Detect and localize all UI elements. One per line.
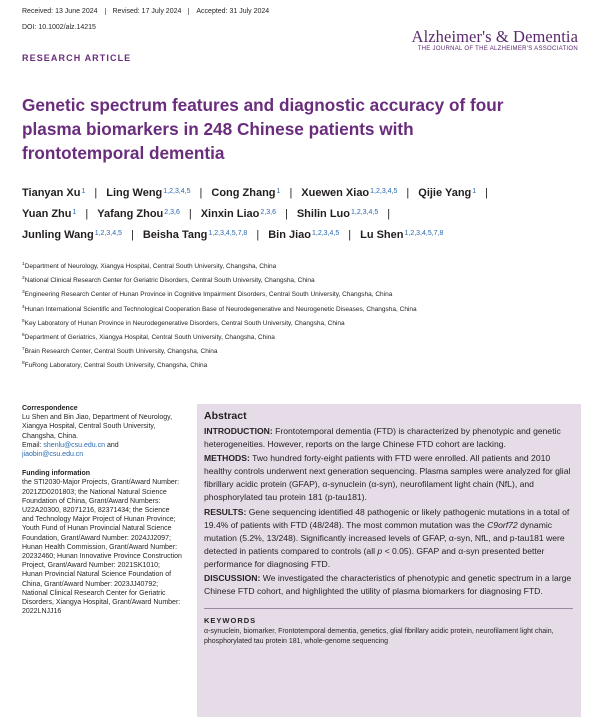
- author[interactable]: Qijie Yang 1: [418, 187, 477, 199]
- correspondence-heading: Correspondence: [22, 405, 78, 412]
- author-separator: |: [188, 208, 192, 220]
- author-affiliation: 1,2,3,4,5: [163, 188, 191, 195]
- author-list: [22, 187, 592, 250]
- abstract-results: RESULTS: Gene sequencing identified 48 pathogenic or likely pathogenic mutations in a total of 19.4% of patients with FTD (48/248). The most common mutation was the C9orf72 dynamic mutation (5.2%, 13/248). Significantly increased levels of GFAP, α-syn, NfL, and p-tau181 were detected in patients compared to controls (all p < 0.05). GFAP and α-syn presented better performance for diagnosing FTD.: [204, 506, 570, 569]
- correspondence-emails: [22, 441, 182, 459]
- keywords-heading: KEYWORDS: [204, 616, 257, 626]
- article-type: RESEARCH ARTICLE: [22, 53, 132, 63]
- keywords-text: α-synuclein, biomarker, Frontotemporal dementia, genetics, glial fibrillary acidic protein, neurofilament light chain, phosphorylated tau protein 181, whole-genome sequencing: [204, 628, 554, 645]
- author-affiliation: 1,2,3,4,5,7,8: [404, 230, 444, 237]
- journal-name: Alzheimer's & Dementia: [411, 27, 578, 46]
- author-affiliation: 1,2,3,4,5: [94, 230, 122, 237]
- affiliation-list: [22, 262, 582, 376]
- doi-link[interactable]: DOI: 10.1002/alz.14215: [22, 24, 96, 31]
- author-affiliation: 2,3,6: [164, 209, 180, 216]
- affiliation: $^1$Department of Neurology, Xiangya Hospital, Central South University, Changsha, China: [22, 262, 277, 271]
- journal-subtitle: THE JOURNAL OF THE ALZHEIMER'S ASSOCIATION: [417, 46, 578, 52]
- author[interactable]: Ling Weng 1,2,3,4,5: [106, 187, 191, 199]
- author[interactable]: Junling Wang 1,2,3,4,5: [22, 229, 122, 241]
- article-dates: [22, 8, 276, 15]
- author-line-1: [22, 187, 592, 208]
- email-link-jiao[interactable]: jiaobin@csu.edu.cn: [22, 451, 84, 459]
- article-title: Genetic spectrum features and diagnostic accuracy of four plasma biomarkers in 248 Chinese patients with frontotemporal dementia: [22, 95, 504, 163]
- received-date: Received: 13 June 2024: [22, 8, 98, 15]
- author-affiliation: 1,2,3,4,5: [311, 230, 340, 237]
- accepted-date: Accepted: 31 July 2024: [188, 8, 276, 15]
- author[interactable]: Bin Jiao 1,2,3,4,5: [268, 229, 340, 241]
- affiliation: $^2$National Clinical Research Center for Geriatric Disorders, Central South University, Changsha, China: [22, 276, 315, 285]
- author-affiliation: 1: [81, 188, 86, 195]
- author[interactable]: Yafang Zhou 2,3,6: [97, 208, 180, 220]
- affiliation: $^5$Key Laboratory of Hunan Province in Neurodegenerative Disorders, Central South University, Changsha, China: [22, 318, 345, 327]
- affiliation: $^6$Department of Geriatrics, Xiangya Hospital, Central South University, Changsha, China: [22, 332, 275, 342]
- abstract-heading: Abstract: [204, 410, 247, 422]
- abstract-introduction: INTRODUCTION: Frontotemporal dementia (FTD) is characterized by phenotypic and genetic heterogeneities. However, reports on the large Chinese FTD cohort are lacking.: [204, 426, 561, 450]
- author-separator: |: [199, 187, 203, 199]
- author[interactable]: Yuan Zhu 1: [22, 208, 77, 220]
- author-separator: |: [387, 208, 391, 220]
- abstract-methods: METHODS: Two hundred forty-eight patients with FTD were enrolled. All patients and 2010 healthy controls underwent next generation sequencing. Plasma samples were analyzed for glial fibrillary acidic protein (GFAP), α-synuclein (α-syn), neurofilament light chain (NfL), and phosphorylated tau protein 181 (p-tau181).: [204, 453, 571, 503]
- author[interactable]: Xinxin Liao 2,3,6: [200, 208, 276, 220]
- author[interactable]: Lu Shen 1,2,3,4,5,7,8: [360, 229, 444, 241]
- funding-text: the STI2030-Major Projects, Grant/Award Number: 2021ZD0201803; the National Natural Science Foundation of China, Grant/Award Numbers: U22A20300, 82071216, 82371434; the Science and Technology Major Project of Hunan Province; Youth Fund of Hunan Provincial Natural Science Foundation, Grant/Award Number: 2024JJ2097; Hunan Health Commission, Grant/Award Number: 20232460; Hunan Innovative Province Construction Project, Grant/Award Number: 2021SK1010; Hunan Provincial Natural Science Foundation of China, Grant/Award Number: 2023JJ40792; National Clinical Research Center for Geriatric Disorders, Xiangya Hospital, Grant/Award Number: 2022LNJJ16: [22, 479, 182, 616]
- affiliation: $^7$Brain Research Center, Central South University, Changsha, China: [22, 347, 218, 356]
- author-separator: |: [256, 229, 260, 241]
- author-separator: |: [289, 187, 293, 199]
- author[interactable]: Tianyan Xu 1: [22, 187, 86, 199]
- author-separator: |: [348, 229, 352, 241]
- abstract-discussion: DISCUSSION: We investigated the characteristics of phenotypic and genetic spectrum in a large Chinese FTD cohort, and highlighted the utility of plasma biomarkers for diagnosing FTD.: [204, 573, 572, 597]
- author[interactable]: Cong Zhang 1: [211, 187, 281, 199]
- affiliation: $^4$Hunan International Scientific and Technological Cooperation Base of Neurodegenerative and Neurogenetic Diseases, Changsha, China: [22, 304, 417, 313]
- author[interactable]: Beisha Tang 1,2,3,4,5,7,8: [142, 229, 248, 241]
- author-line-3: [22, 229, 592, 250]
- email-label: Email:: [22, 441, 42, 449]
- affiliation: $^3$Engineering Research Center of Hunan Province in Cognitive Impairment Disorders, Central South University, Changsha, China: [22, 290, 393, 299]
- author-affiliation: 1,2,3,4,5,7,8: [208, 230, 248, 237]
- affiliation: $^8$FuRong Laboratory, Central South University, Changsha, China: [22, 361, 208, 370]
- correspondence-text: Lu Shen and Bin Jiao, Department of Neurology, Xiangya Hospital, Central South University, Changsha, China.: [22, 414, 173, 440]
- keywords-divider: [204, 608, 573, 609]
- author-separator: |: [94, 187, 98, 199]
- author-separator: |: [85, 208, 89, 220]
- author-affiliation: 1: [72, 209, 77, 216]
- author-affiliation: 1: [472, 188, 477, 195]
- revised-date: Revised: 17 July 2024: [105, 8, 189, 15]
- author-affiliation: 1,2,3,4,5: [370, 188, 398, 195]
- author[interactable]: Shilin Luo 1,2,3,4,5: [296, 208, 379, 220]
- author-separator: |: [406, 187, 410, 199]
- author-affiliation: 1,2,3,4,5: [351, 209, 379, 216]
- author-line-2: [22, 208, 592, 229]
- author-affiliation: 2,3,6: [260, 209, 276, 216]
- author-separator: |: [485, 187, 489, 199]
- author[interactable]: Xuewen Xiao 1,2,3,4,5: [301, 187, 398, 199]
- funding-heading: Funding information: [22, 470, 91, 478]
- author-affiliation: 1: [276, 188, 281, 195]
- email-and: and: [106, 441, 119, 449]
- journal-logo[interactable]: [412, 28, 578, 52]
- author-separator: |: [284, 208, 288, 220]
- article-sidebar: [22, 404, 182, 616]
- email-link-shen[interactable]: shenlu@csu.edu.cn: [43, 441, 105, 449]
- abstract-box: [197, 404, 581, 717]
- author-separator: |: [130, 229, 134, 241]
